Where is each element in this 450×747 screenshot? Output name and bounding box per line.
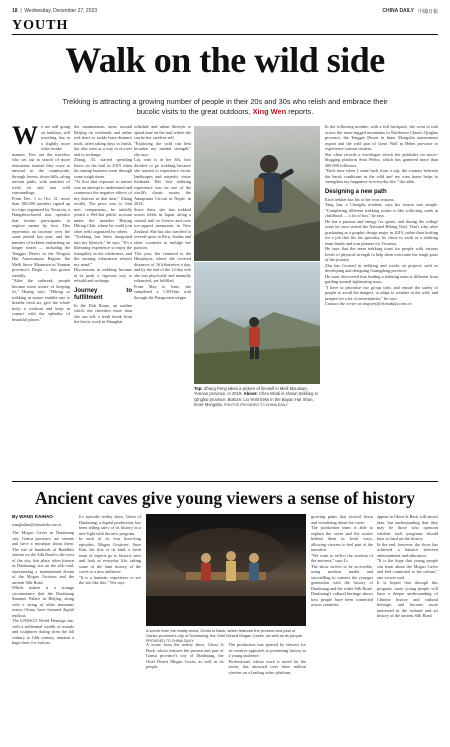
photo-trekker-grassland (194, 262, 320, 384)
mid-divider (12, 481, 438, 482)
paragraph: Discussions in trekking became at its peak, a vigorous way to rebuild and recharge. (74, 267, 132, 283)
paragraph: "We want to reflect the wisdom of the ancients," says Li. (311, 552, 373, 563)
article2-column-3 (146, 642, 306, 740)
top-divider (12, 34, 438, 35)
paragraph: "It is the hope that young people can learn about the Mogao Caves and feel connected to the culture," one viewer said. (377, 558, 438, 580)
article2-column-5 (377, 514, 438, 740)
paragraph: "I have to prioritize our group with, and ensure the safety of people to avoid the dangers, to adapt to weather in the wild, and prepare for a lot of uncertainties," he says. (325, 284, 438, 301)
byline-email: wangkaihao@chinadaily.com.cn (12, 522, 62, 527)
paragraph: From Dec. 1 to Oct. 31, more than 180,000 travelers signed up for trips organized by Yecuixia, a Hangzhou-based tour operator that invites participants to explore nature by foot. This represents an increase over the same period last year, and the number of trekkers embarking on longer routes — including the Tengger Desert in the Ningxia Hui Autonomous Region, the Meili Snow Mountain in Yunnan province's Deqin — has grown steadily. (12, 195, 70, 278)
article1-column-3 (134, 124, 191, 476)
article2-headline: Ancient caves give young viewers a sense of history (34, 488, 416, 508)
page-number: 18 (12, 8, 18, 14)
paragraph: Since then, she has trekked across fields in Japan, along a coastal trail in Greece and over ice-capped mountains in New Zealand. She has also traveled to several spots in Peru, Jordan and other countries to indulge her passion. (134, 206, 191, 250)
masthead-left: 18 | Wednesday, December 27, 2023 (12, 8, 98, 14)
caption-label-top: Top: (194, 386, 203, 391)
paragraph: From May to June, she completed a 1,500-km trail through the Patagonian steppe. (134, 283, 191, 300)
article1-headline: Walk on the wild side (65, 40, 385, 80)
paragraph: Liu, who is in her 30s, first decided to go trekking because she wanted to experience exotic landscapes and majestic vistas firsthand. Her first trekking experience was on one of the world's classic routes, the Annapurna Circuit in Nepal, in 2018. (134, 157, 191, 206)
contact-line: Contact the writer at xingwen@chinadaily.com.cn (325, 301, 412, 306)
paragraph: schedule and urban lifestyle to spend time on the trail where she can be her carefree self. (134, 124, 191, 140)
paper-name: CHINA DAILY (382, 8, 414, 14)
caption-text-top: Zhang Peng takes a picture of himself in Meili Mountain, Yunnan province, in 2019. (194, 386, 308, 397)
deck-text: Trekking is attracting a growing number of people in their 20s and 30s who relish and embrace their bucolic visits to the great outdoors, (62, 97, 388, 116)
photo-stage-performance (146, 514, 306, 626)
caption-credit: PHOTOS PROVIDED TO CHINA DAILY (224, 403, 288, 408)
paragraph: He soon discovered that leading a trekking team is different from guiding normal sightseeing tours. (325, 273, 438, 284)
paragraph: In the end, however, the show has achieved a balance between entertainment and education. (377, 541, 438, 558)
paragraph: Tang Jun, a Chengdu resident, says his reason was simple. "Completing different trekking routes is like collecting cards in childhood — a lot of fun," he says. (325, 202, 438, 218)
article1-caption (194, 386, 320, 409)
paragraph: Dunhuang's cultural heritage shows how people have been connected across centuries. (311, 591, 373, 607)
paragraph: "Each time when I came back from a trip, the contrast between the harsh conditions in the wild and my own home helps to strengthen my happiness in everyday life," she adds. (325, 168, 438, 184)
paragraph: In the following months, with a full backpack, she went to trek across the more-rugged mountains in Northwest China's Qinghai province, the Tengger Desert in Inner Mongolia autonomous region and the wild part of Great Wall in Hebei province to experience various terrains. (325, 124, 438, 151)
paragraph: The production was praised by viewers for its creative approach to presenting history to a young audience. (228, 642, 306, 658)
paragraph: growing pains that slowed down and wondering about the caves. (311, 514, 373, 525)
paragraph: "At first that exposure to nature was an attempt to understand and counteract the negative effects of my distress at that time," Zhang recalls. The price was, to find new companions, he initially joined a WeChat public account under the moniker Beijing Hiking Club, where he could join other treks organized by others. (74, 179, 132, 234)
paragraph: This year, she ventured to the Himalayas, where she covered distances of 16 kilometers a day, and by the end of the 12-day trek she was physically and mentally exhausted, yet fulfilled. (134, 250, 191, 283)
article2-column-1 (12, 514, 74, 740)
paragraph: It's episodic reality show, Ghost of Dunhuang, a digital production, has been telling tales of its history in a new light with the new program. (79, 514, 141, 536)
paragraph: He says that the team trekking tours for people with various levels of physical strength to help them overcome the tough parts of the journey. (325, 246, 438, 262)
paragraph: In each of its four hour-long episodes, Mogao Grottoes: Jiuse Kan, the first of its kind, a fresh team of experts go to historic sites and look at everyday life, taking some of the faint history of the caves to a new audience. (79, 536, 141, 574)
subhead-designing: Designing a new path (325, 188, 387, 195)
date-line: Wednesday, December 27, 2023 (24, 8, 98, 14)
paragraph: appear in Ghost Is Back will attract fans, but understanding that they may be those who question whether such programs should bear so hard on the history. (377, 514, 438, 541)
paragraph: Zhang, 33, started spending hours on the trail in 2019 when his startup business went through some tough times. (74, 157, 132, 179)
paragraph: "It is a fantastic experience to see the site like this," Wu says. (79, 574, 141, 585)
article1-column-2 (74, 124, 132, 476)
paragraph: "After the outbreak, people became more aware of keeping fit," Huang says. "Hiking or trekking in nature enables one to breathe fresh air, give the whole body a workout and keep in contact with the splendor of beautiful places." (12, 278, 70, 322)
paragraph: "Exploring the wild can best broaden my mental strength," she says. (134, 140, 191, 157)
paragraph: He has a passion and energy for sports, and during the college years he once visited the National Hiking Trail. That's why, after graduating as a graphic design major in 2019, rather than looking for a job that fits his specialty, he chose to work as a trekking team leader and tour planner for Yecuixia. (325, 218, 438, 246)
paragraph: "Trekking has been integrated into my lifestyle," he says. "It's a liberating experience to enjoy the tranquility in the wilderness, and the ensuing exhaustion relaxes my mind." (74, 234, 132, 267)
article1-column-4 (325, 124, 438, 476)
article1-deck (60, 97, 390, 116)
caption-text-above: Chen Mindi is shown trekking in Qinghai province. Bottom: Liu Yenli treks in the Bayan Har Shan, Inner Mongolia. (194, 391, 318, 408)
paper-name-cn: 中國日報 (417, 8, 438, 15)
paragraph: In the Dali Route, an outline which she cherishes more than she can tell, a fresh break from her hectic work in Shanghai. (74, 302, 132, 324)
paragraph: The UNESCO World Heritage site, with a millennial wealth of murals and sculptures dating from the 4th century to 14th century, remains a huge draw for visitors. (12, 618, 74, 645)
section-label: YOUTH (12, 18, 69, 33)
caption-text: A scene from the reality show, Ghost Is Back, which features the present and past of Gansu province's city of Dunhuang, the Oriel Desert Mogao Caves, as well as its people. (146, 628, 304, 638)
paragraph: A scene from the reality show, Ghost Is Back, which features the present and past of Gansu province's city of Dunhuang, the Oriel Desert Mogao Caves, as well as its people. (146, 642, 224, 669)
article2-column-2 (79, 514, 141, 740)
photo-illustration (146, 514, 306, 626)
subhead-journey: Journey to fulfillment (74, 287, 132, 301)
paragraph: Professional, whose work is noted for the series, has attracted over three million viewers on a leading video platform. (228, 658, 306, 675)
paragraph: Zhu has focused in trekking and works on projects such as developing and designing Guangdong province. (325, 262, 438, 273)
paragraph: the mountainous areas around Beijing on weekends and rather trek there to tackle busy-distance trails, often taking days to finish, but also seen as a way to recover and to recharge. (74, 124, 132, 157)
article2-column-4 (311, 514, 373, 740)
paragraph: Each trekker has his or her own reasons. (325, 196, 395, 202)
caption-credit: PROVIDED TO CHINA DAILY (146, 639, 194, 643)
photo-illustration (194, 262, 320, 384)
dropcap: W (12, 124, 38, 150)
masthead (12, 6, 438, 16)
photo-illustration (194, 126, 320, 261)
masthead-right (382, 8, 438, 15)
deck-author: Xing Wen (252, 106, 287, 116)
paragraph: She often records a travelogue which she publishes on micro-blogging platform Sina Weibo, which has garnered more than 300,000 followers. (325, 151, 438, 168)
paragraph: It is hoped that through this program, more young people will have a deeper understanding of Chinese history and cultural heritage, and become more interested in the cultural and art history of the ancient Silk Road. (377, 580, 438, 618)
caption-label-above: Above: (243, 391, 258, 397)
paragraph: The production team is able to explain the caves and the stories behind them in fresh ways, allowing viewers to feel part of the narrative. (311, 525, 373, 552)
paragraph: The show strives to be accessible, using modern media and storytelling to connect the younger generation with the history of Dunhuang and the wider Silk Road. (311, 563, 373, 591)
paragraph: e are still going on holidays, still traveling, but in a slightly more wide-awake manner. Few are the travelers who set out in search of more relaxation; instead they crave to unwind in the countryside, through forests, down hills, along ancient paths, with snatches of fresh air and rare wild surroundings. (12, 124, 70, 195)
photo-trekker-mountain (194, 126, 320, 261)
paragraph: The Mogao Caves in Dunhuang city, Gansu province, are remote and have a mystique about them. The site of hundreds of Buddhist shrines on the Silk Road to the west of the city, this place often known as Dunhuang, sits on the silk road, representing a monumental dream of the Mogao Grottoes and the ancient Silk Road. (12, 530, 74, 585)
article1-column-1 (12, 124, 70, 476)
paragraph: Which makes it a strange circumstance that the Dunhuang Summer Palace in Beijing, along with a string of other museums across China, have featured digital replicas. (12, 585, 74, 618)
deck-end: reports. (288, 106, 314, 116)
byline: By WANG KAIHAO (12, 514, 53, 519)
